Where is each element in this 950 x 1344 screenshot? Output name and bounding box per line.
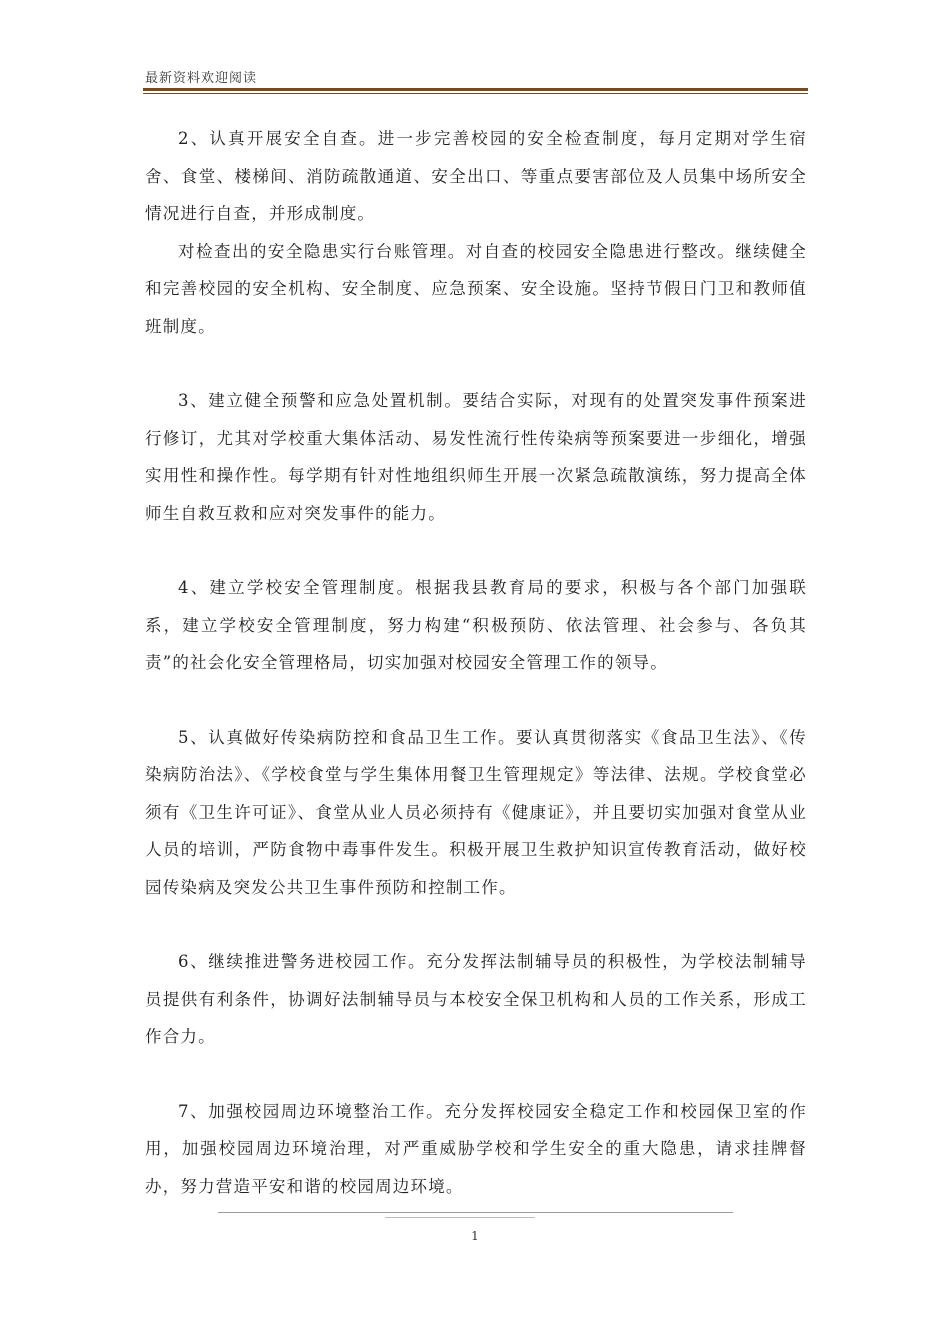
paragraph-item-3: 3、建立健全预警和应急处置机制。要结合实际，对现有的处置突发事件预案进行修订，尤其对学校重大集体活动、易发性流行性传染病等预案要进一步细化，增强实用性和操作性。每学期有针对性地组织师生开展一次紧急疏散演练，努力提高全体师生自救互救和应对突发事件的能力。	[145, 391, 807, 523]
document-body	[145, 120, 807, 1205]
footer-divider	[218, 1212, 733, 1213]
page-header-text: 最新资料欢迎阅读	[145, 71, 258, 86]
header-divider-thin	[143, 93, 808, 94]
paragraph-item-2: 2、认真开展安全自查。进一步完善校园的安全检查制度，每月定期对学生宿舍、食堂、楼梯间、消防疏散通道、安全出口、等重点要害部位及人员集中场所安全情况进行自查，并形成制度。	[145, 129, 807, 223]
paragraph-item-5: 5、认真做好传染病防控和食品卫生工作。要认真贯彻落实《食品卫生法》、《传染病防治法》、《学校食堂与学生集体用餐卫生管理规定》等法律、法规。学校食堂必须有《卫生许可证》、食堂从业人员必须持有《健康证》，并且要切实加强对食堂从业人员的培训，严防食物中毒事件发生。积极开展卫生救护知识宣传教育活动，做好校园传染病及突发公共卫生事件预防和控制工作。	[145, 727, 807, 897]
paragraph-hazard-ledger: 对检查出的安全隐患实行台账管理。对自查的校园安全隐患进行整改。继续健全和完善校园的安全机构、安全制度、应急预案、安全设施。坚持节假日门卫和教师值班制度。	[145, 241, 807, 336]
page-number: 1	[471, 1229, 479, 1243]
paragraph-item-4: 4、建立学校安全管理制度。根据我县教育局的要求，积极与各个部门加强联系，建立学校安全管理制度，努力构建“积极预防、依法管理、社会参与、各负其责”的社会化安全管理格局，切实加强对校园安全管理工作的领导。	[145, 578, 807, 672]
paragraph-item-6: 6、继续推进警务进校园工作。充分发挥法制辅导员的积极性，为学校法制辅导员提供有利条件，协调好法制辅导员与本校安全保卫机构和人员的工作关系，形成工作合力。	[145, 952, 807, 1046]
header-divider-thick	[143, 88, 808, 91]
paragraph-item-7: 7、加强校园周边环境整治工作。充分发挥校园安全稳定工作和校园保卫室的作用，加强校园周边环境治理，对严重威胁学校和学生安全的重大隐患，请求挂牌督办，努力营造平安和谐的校园周边环境。	[145, 1101, 807, 1196]
footer-divider-short	[385, 1217, 535, 1218]
